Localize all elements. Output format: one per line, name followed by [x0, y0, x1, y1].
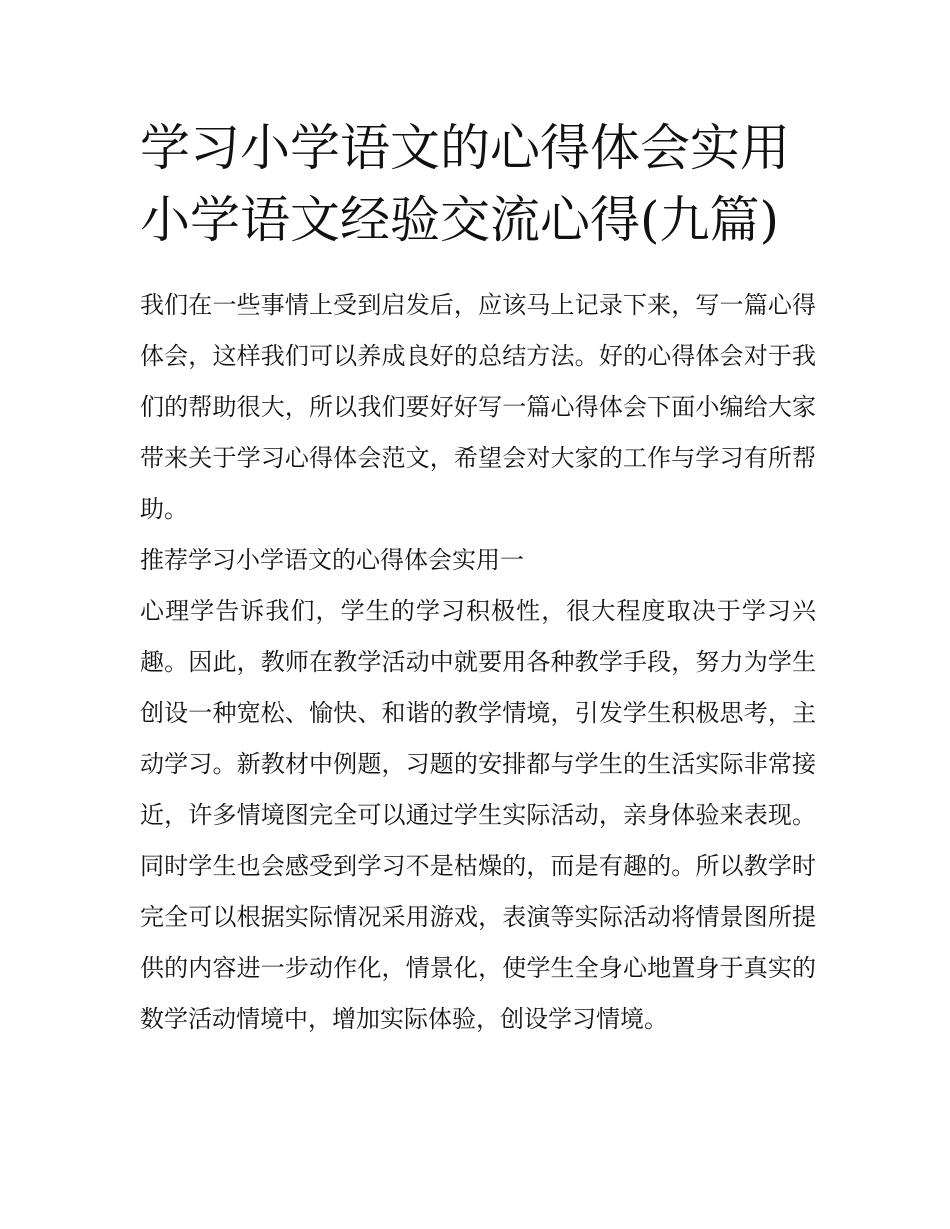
- section-body-paragraph: 心理学告诉我们，学生的学习积极性，很大程度取决于学习兴趣。因此，教师在教学活动中就要用各种教学手段，努力为学生创设一种宽松、愉快、和谐的教学情境，引发学生积极思考，主动学习。新教材中例题，习题的安排都与学生的生活实际非常接近，许多情境图完全可以通过学生实际活动，亲身体验来表现。同时学生也会感受到学习不是枯燥的，而是有趣的。所以教学时完全可以根据实际情况采用游戏，表演等实际活动将情景图所提供的内容进一步动作化，情景化，使学生全身心地置身于真实的数学活动情境中，增加实际体验，创设学习情境。: [140, 597, 816, 1033]
- document-title: 学习小学语文的心得体会实用小学语文经验交流心得(九篇): [140, 119, 790, 249]
- intro-paragraph: 我们在一些事情上受到启发后，应该马上记录下来，写一篇心得体会，这样我们可以养成良好的总结方法。好的心得体会对于我们的帮助很大，所以我们要好好写一篇心得体会下面小编给大家带来关于学习心得体会范文，希望会对大家的工作与学习有所帮助。: [140, 291, 816, 523]
- section-heading: 推荐学习小学语文的心得体会实用一: [140, 546, 524, 574]
- document-content: [140, 112, 816, 1045]
